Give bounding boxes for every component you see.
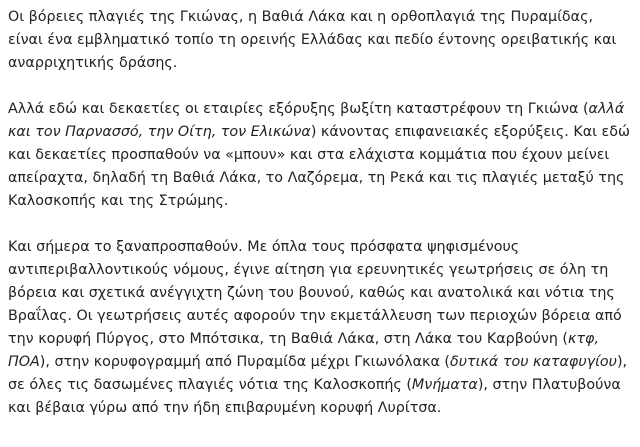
- article-body: [8, 6, 632, 420]
- paragraph-new-drilling: [8, 236, 632, 420]
- text-segment: ), στην Πλατυβούνα και βέβαια γύρω από την ήδη επιβαρυμένη κορυφή Λυρίτσα.: [8, 377, 621, 416]
- text-segment: ), στην κορυφογραμμή από Πυραμίδα μέχρι Γκιωνόλακα (: [39, 354, 451, 370]
- text-segment: ) κάνοντας επιφανειακές εξορύξεις. Και εδώ και δεκαετίες προσπαθούν να «μπουν» και στα ελάχιστα κομμάτια που έχουν μείνει απείραχτα, δηλαδή τη Βαθιά Λάκα, το Λαζόρεμα, τη Ρεκά και τις πλαγιές μεταξύ της Καλοσκοπής και της Στρώμης.: [8, 124, 631, 209]
- paragraph-mining-history: [8, 98, 632, 213]
- paragraph-intro: [8, 6, 632, 75]
- text-segment: ), σε όλες τις δασωμένες πλαγιές νότια της Καλοσκοπής (: [8, 354, 628, 393]
- italic-text-segment: Μνήματα: [411, 377, 478, 393]
- text-segment: Και σήμερα το ξαναπροσπαθούν. Με όπλα τους πρόσφατα ψηφισμένους αντιπεριβαλλοντικούς νόμους, έγινε αίτηση για ερευνητικές γεωτρήσεις σε όλη τη βόρεια και σχετικά ανέγγιχτη ζώνη του βουνού, καθώς και ανατολικά και νότια της Βραΐλας. Οι γεωτρήσεις αυτές αφορούν την εκμετάλλευση των περιοχών βόρεια από την κορυφή Πύργος, στο Μπότσικα, τη Βαθιά Λάκα, στη Λάκα του Καρβούνη (: [8, 239, 622, 347]
- text-segment: Οι βόρειες πλαγιές της Γκιώνας, η Βαθιά Λάκα και η ορθοπλαγιά της Πυραμίδας, είναι ένα εμβληματικό τοπίο τη ορεινής Ελλάδας και πεδίο έντονης ορειβατικής και αναρριχητικής δράσης.: [8, 9, 617, 71]
- italic-text-segment: δυτικά του καταφυγίου: [450, 354, 617, 370]
- italic-text-segment: κτφ, ΠΟΑ: [8, 331, 600, 370]
- italic-text-segment: αλλά και τον Παρνασσό, την Οίτη, τον Ελικώνα: [8, 101, 625, 140]
- text-segment: Αλλά εδώ και δεκαετίες οι εταιρίες εξόρυξης βωξίτη καταστρέφουν τη Γκιώνα (: [8, 101, 589, 117]
